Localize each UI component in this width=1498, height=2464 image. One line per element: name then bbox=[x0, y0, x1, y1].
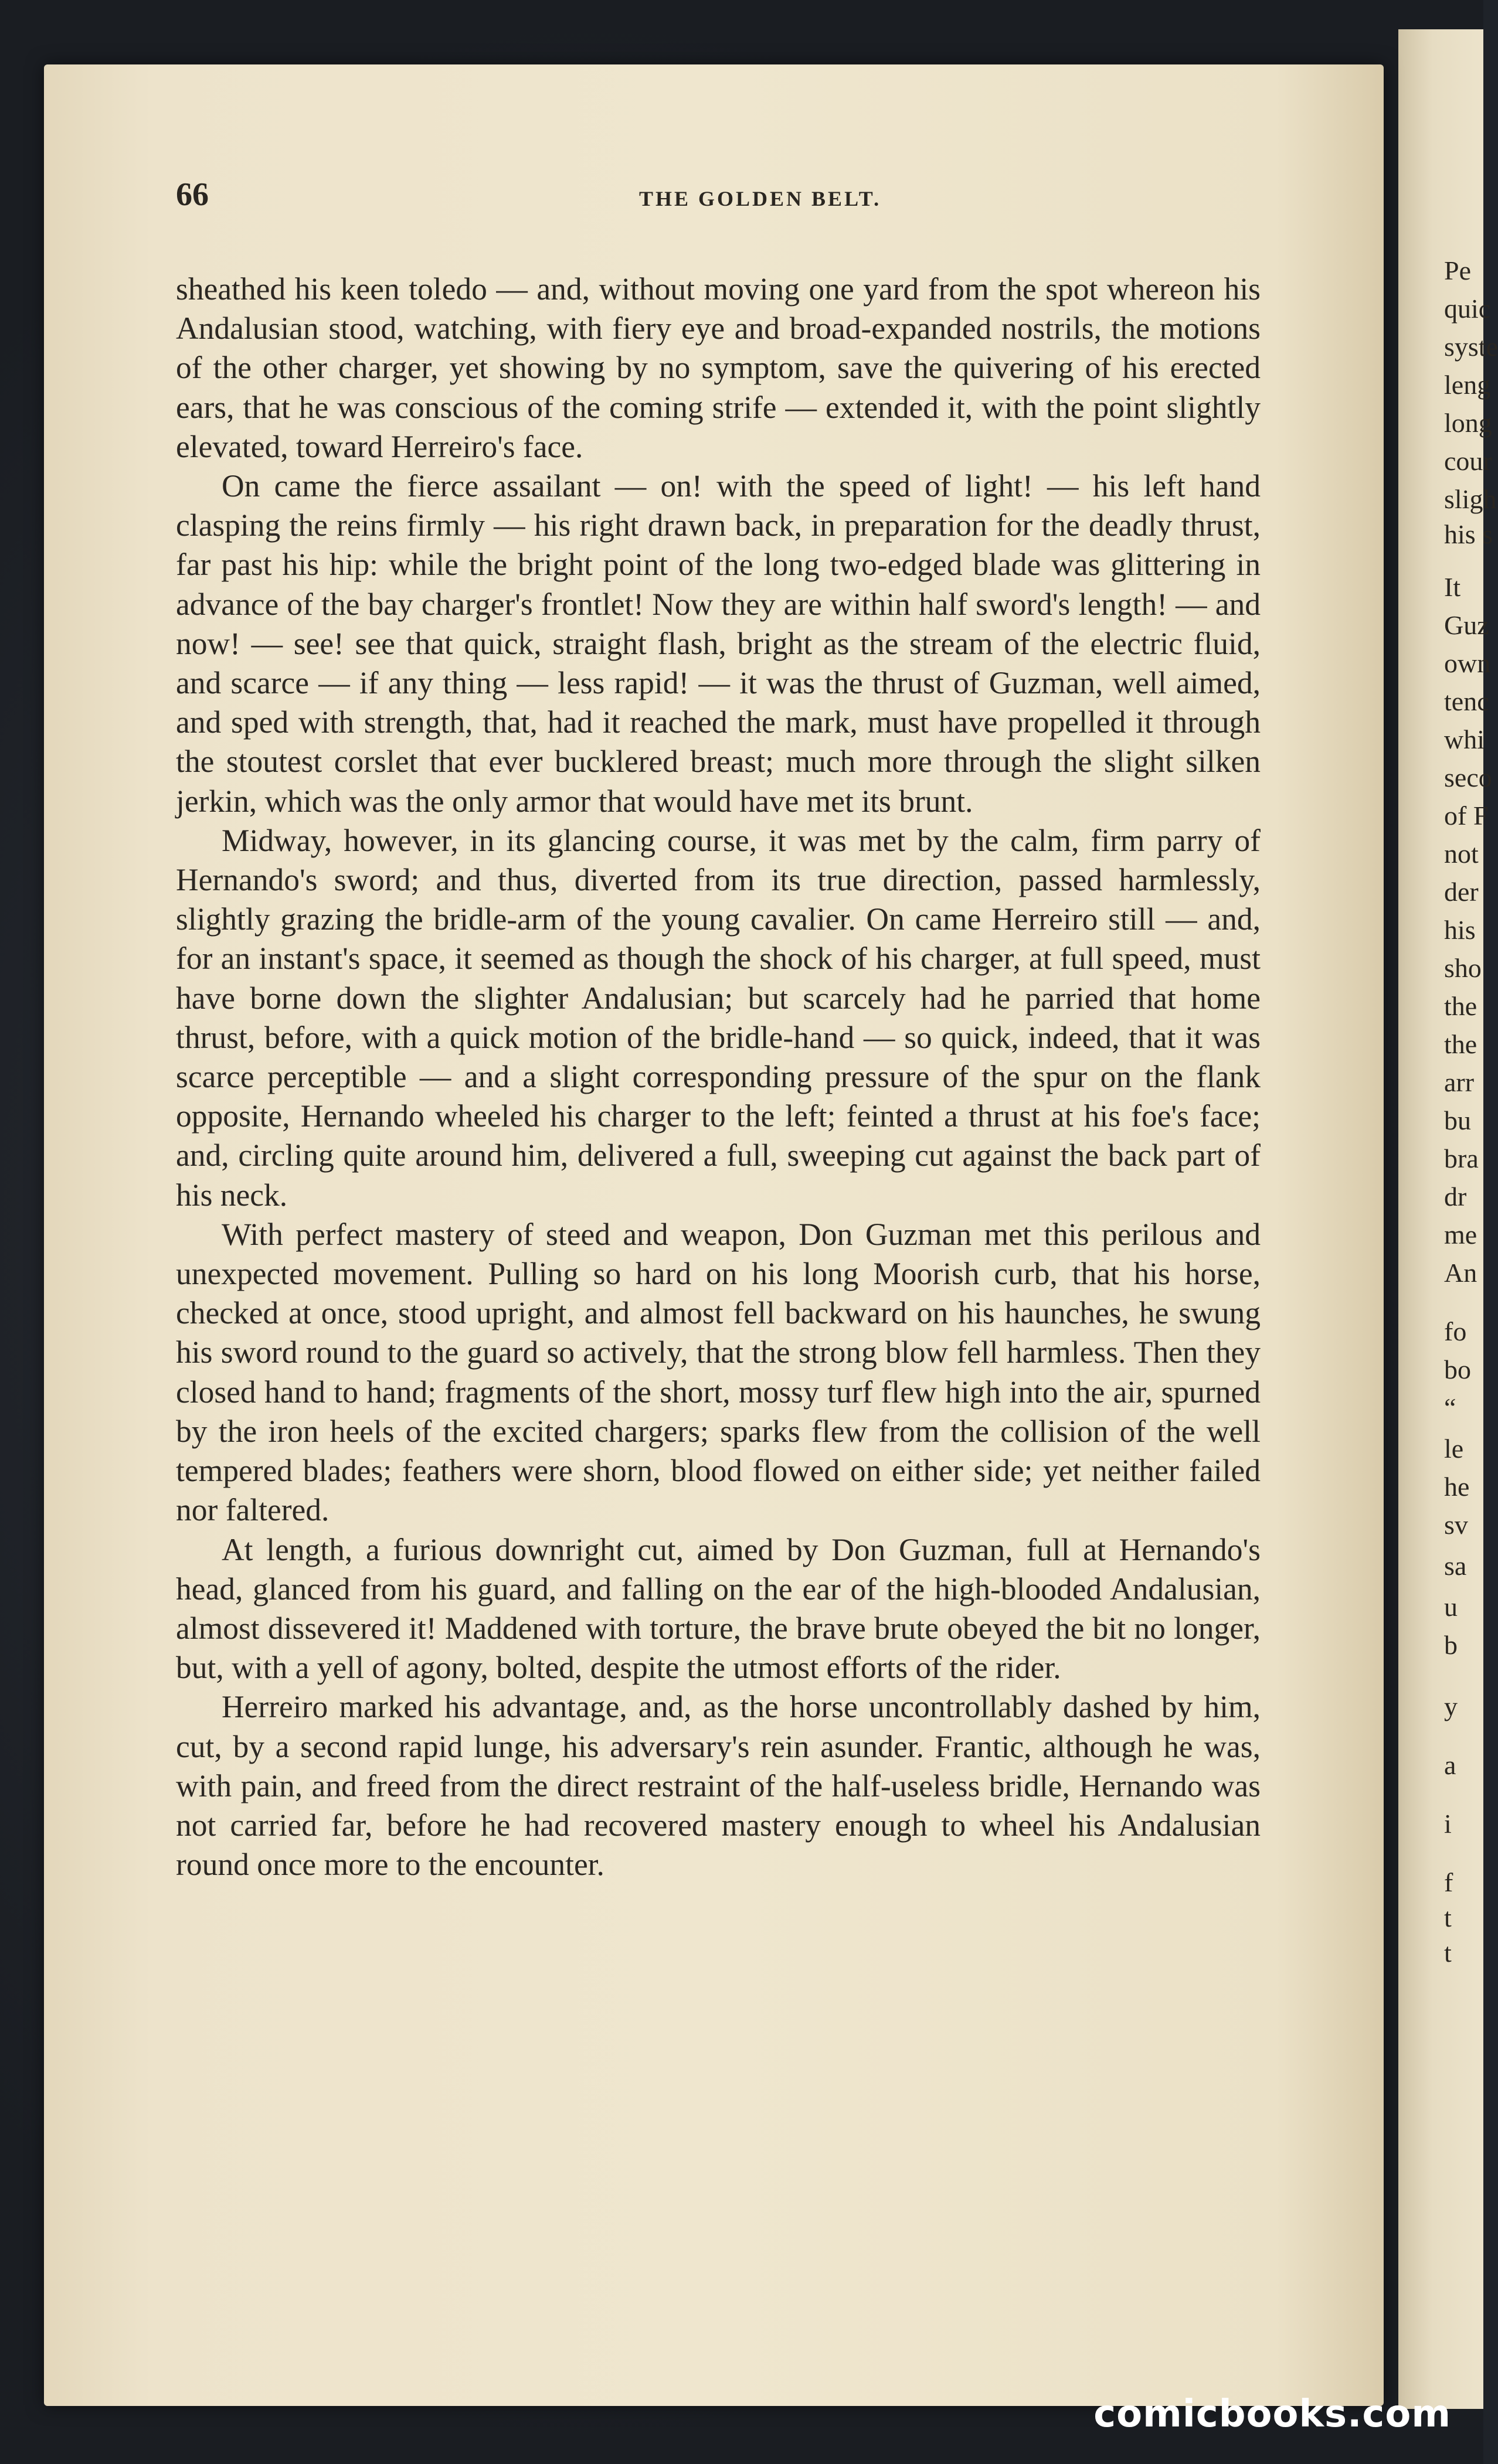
facing-page-text-fragment: a bbox=[1444, 1750, 1456, 1780]
facing-page-text-fragment: le bbox=[1444, 1434, 1464, 1464]
facing-page-text-fragment: der bbox=[1444, 877, 1479, 907]
facing-page-text-fragment: his bbox=[1444, 915, 1476, 945]
facing-page-text-fragment: quic bbox=[1444, 294, 1491, 324]
facing-page-text-fragment: t bbox=[1444, 1903, 1452, 1932]
facing-page-text-fragment: b bbox=[1444, 1630, 1458, 1660]
facing-page-text-fragment: sa bbox=[1444, 1551, 1467, 1581]
facing-page-text-fragment: syste bbox=[1444, 332, 1498, 362]
facing-page-text-fragment: sho bbox=[1444, 953, 1482, 983]
facing-page-text-fragment: tenc bbox=[1444, 686, 1489, 716]
facing-page-text-fragment: whi bbox=[1444, 724, 1485, 754]
paragraph: Herreiro marked his advantage, and, as the horse uncontrollably dashed by him, cut, by a second rapid lunge, his adversary's rein asunder. Frantic, although he was, with pain, and freed from the direct restraint of the half-useless bridle, Hernando was not carried far, before he had recovered mastery enough to wheel his Andalusian round once more to the encounter. bbox=[176, 1689, 1261, 1883]
paragraph: At length, a furious downright cut, aimed by Don Guzman, full at Hernando's head, glanced from his guard, and falling on the ear of the high-blooded Andalusian, almost dissevered it! Maddened with torture, the brave brute obeyed the bit no longer, but, with a yell of agony, bolted, despite the utmost efforts of the rider. bbox=[176, 1532, 1261, 1686]
facing-page-text-fragment: bu bbox=[1444, 1105, 1471, 1135]
facing-page-text-fragment: his s bbox=[1444, 519, 1493, 549]
paragraph: Midway, however, in its glancing course, it was met by the calm, firm parry of Hernando's sword; and thus, diverted from its true direction, passed harmlessly, slightly grazing the bridle-arm of the young cavalier. On came Herreiro still — and, for an instant's space, it seemed as though the shock of his charger, at full speed, must have borne down the slighter Andalusian; but scarcely had he parried that home thrust, before, with a quick motion of the bridle-hand — so quick, indeed, that it was scarce perceptible — and a slight corresponding pressure of the spur on the flank opposite, Hernando wheeled his charger to the left; feinted a thrust at his foe's face; and, circling quite around him, delivered a full, sweeping cut against the back part of his neck. bbox=[176, 822, 1261, 1213]
facing-page-text-fragment: not bbox=[1444, 839, 1479, 869]
facing-page-text-fragment: of F bbox=[1444, 801, 1489, 831]
facing-page-text-fragment: own bbox=[1444, 648, 1491, 678]
facing-page-text-fragment: sligh bbox=[1444, 484, 1497, 514]
facing-page-text-fragment: bo bbox=[1444, 1354, 1471, 1384]
facing-page-text-fragment: leng bbox=[1444, 370, 1491, 400]
facing-page-text-fragment: It bbox=[1444, 572, 1461, 602]
facing-page-edge bbox=[1398, 29, 1498, 2409]
watermark[interactable]: comicbooks.com bbox=[1093, 2392, 1451, 2436]
facing-page-text-fragment: dr bbox=[1444, 1182, 1467, 1211]
facing-page-text-fragment: seco bbox=[1444, 763, 1492, 792]
facing-page-text-fragment: i bbox=[1444, 1809, 1452, 1839]
facing-page-text-fragment: long bbox=[1444, 408, 1492, 438]
facing-page-text-fragment: bra bbox=[1444, 1143, 1479, 1173]
facing-page-text-fragment: the bbox=[1444, 1029, 1477, 1059]
page-number: 66 bbox=[176, 176, 209, 213]
facing-page-text-fragment: t bbox=[1444, 1938, 1452, 1968]
facing-page-text-fragment: the bbox=[1444, 991, 1477, 1021]
facing-page-text-fragment: Guz bbox=[1444, 610, 1489, 640]
facing-page-text-fragment: Pe bbox=[1444, 256, 1471, 285]
facing-page-text-fragment: sv bbox=[1444, 1510, 1468, 1540]
paragraph: sheathed his keen toledo — and, without moving one yard from the spot whereon his Andalusian stood, watching, with fiery eye and broad-expanded nostrils, the motions of the other charger, yet showing by no symptom, save the quivering of his erected ears, that he was conscious of the coming strife — extended it, with the point slightly elevated, toward Herreiro's face. bbox=[176, 271, 1261, 464]
facing-page-text-fragment: y bbox=[1444, 1692, 1458, 1721]
facing-page-text-fragment: arr bbox=[1444, 1067, 1475, 1097]
facing-page-text-fragment: An bbox=[1444, 1258, 1477, 1288]
facing-page-text-fragment: fo bbox=[1444, 1316, 1467, 1346]
facing-page-text-fragment: u bbox=[1444, 1592, 1458, 1622]
paragraph: On came the fierce assailant — on! with the speed of light! — his left hand clasping the reins firmly — his right drawn back, in preparation for the deadly thrust, far past his hip: while the bright point of the long two-edged blade was glittering in advance of the bay charger's frontlet! Now they are within half sword's length! — and now! — see! see that quick, straight flash, bright as the stream of the electric fluid, and scarce — if any thing — less rapid! — it was the thrust of Guzman, well aimed, and sped with strength, that, had it reached the mark, must have propelled it through the stoutest corslet that ever bucklered breast; much more through the slight silken jerkin, which was the only armor that would have met its brunt. bbox=[176, 468, 1261, 819]
page-header bbox=[176, 176, 1261, 223]
facing-page-text-fragment: he bbox=[1444, 1472, 1470, 1502]
body-text bbox=[176, 270, 1261, 1884]
facing-page-text-fragment: me bbox=[1444, 1220, 1477, 1250]
running-title: THE GOLDEN BELT. bbox=[639, 187, 882, 210]
facing-page-text-fragment: “ bbox=[1444, 1393, 1456, 1422]
facing-page-text-fragment: cour bbox=[1444, 446, 1492, 476]
facing-page-text-fragment: f bbox=[1444, 1867, 1453, 1897]
paragraph: With perfect mastery of steed and weapon, Don Guzman met this perilous and unexpected movement. Pulling so hard on his long Moorish curb, that his horse, checked at once, stood upright, and almost fell backward on his haunches, he swung his sword round to the guard so actively, that the strong blow fell harmless. Then they closed hand to hand; fragments of the short, mossy turf flew high into the air, spurned by the iron heels of the excited chargers; sparks flew from the collision of the well tempered blades; feathers were shorn, blood flowed on either side; yet neither failed nor faltered. bbox=[176, 1216, 1261, 1528]
